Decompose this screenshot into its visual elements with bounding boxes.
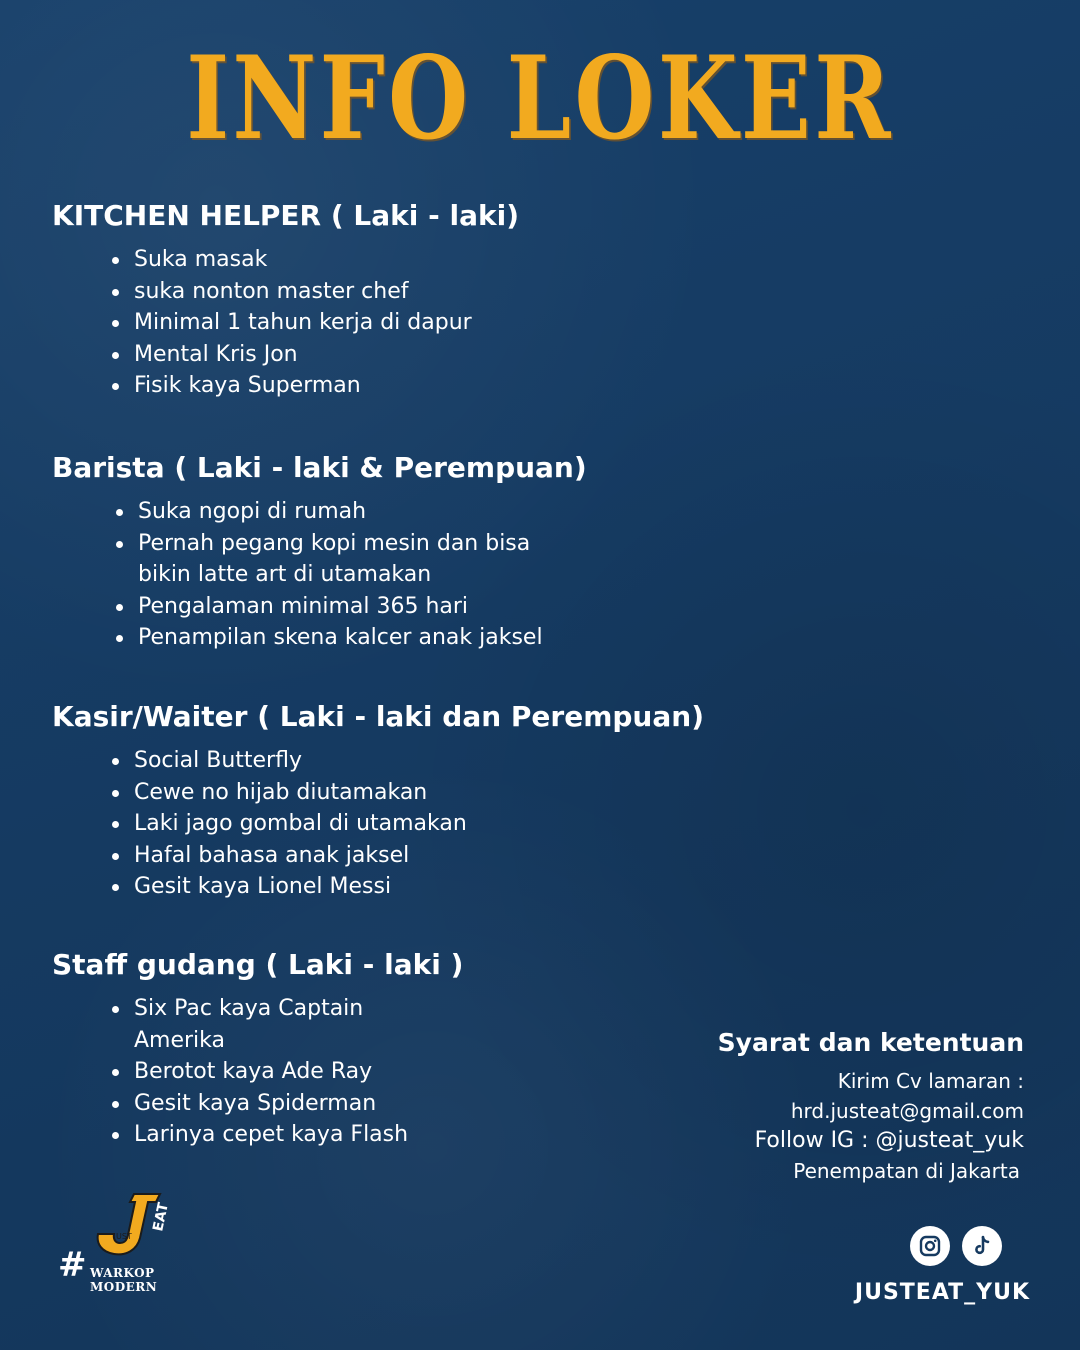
terms-email: hrd.justeat@gmail.com [790, 1099, 1024, 1123]
terms-location: Penempatan di Jakarta [793, 1159, 1020, 1183]
list-item: Suka ngopi di rumah [108, 496, 587, 528]
terms-title: Syarat dan ketentuan [717, 1028, 1024, 1057]
social-block [830, 1226, 1030, 1305]
list-item: Pengalaman minimal 365 hari [108, 591, 587, 623]
job-title: Kasir/Waiter ( Laki - laki dan Perempuan) [52, 700, 704, 733]
tiktok-icon[interactable] [962, 1226, 1002, 1266]
job-section-kitchen-helper [52, 198, 519, 402]
list-item: Pernah pegang kopi mesin dan bisa bikin latte art di utamakan [108, 528, 558, 591]
social-icons [830, 1226, 1002, 1266]
list-item: Laki jago gombal di utamakan [104, 808, 704, 840]
terms-instagram: Follow IG : @justeat_yuk [754, 1128, 1024, 1153]
terms-line: Kirim Cv lamaran : [837, 1069, 1024, 1093]
svg-text:UST: UST [116, 1232, 132, 1241]
requirement-list [104, 993, 463, 1151]
svg-text:EAT: EAT [150, 1201, 172, 1233]
list-item: Berotot kaya Ade Ray [104, 1056, 424, 1088]
list-item: Six Pac kaya Captain Amerika [104, 993, 384, 1056]
hashtag-icon: # [58, 1245, 87, 1285]
poster-title: INFO LOKER [186, 31, 894, 166]
requirement-list [108, 496, 587, 654]
list-item: Penampilan skena kalcer anak jaksel [108, 622, 587, 654]
list-item: suka nonton master chef [104, 276, 519, 308]
list-item: Mental Kris Jon [104, 339, 519, 371]
list-item: Minimal 1 tahun kerja di dapur [104, 307, 519, 339]
list-item: Hafal bahasa anak jaksel [104, 840, 704, 872]
list-item: Fisik kaya Superman [104, 370, 519, 402]
instagram-icon[interactable] [910, 1226, 950, 1266]
job-title: Barista ( Laki - laki & Perempuan) [52, 451, 587, 484]
job-title: KITCHEN HELPER ( Laki - laki) [52, 199, 519, 232]
social-handle: JUSTEAT_YUK [854, 1280, 1030, 1305]
list-item: Social Butterfly [104, 745, 704, 777]
job-section-barista [52, 450, 587, 654]
list-item: Larinya cepet kaya Flash [104, 1119, 424, 1151]
terms-block [664, 1026, 1024, 1186]
brand-logo [56, 1188, 206, 1294]
list-item: Cewe no hijab diutamakan [104, 777, 704, 809]
job-section-kasir-waiter [52, 699, 704, 903]
job-section-staff-gudang [52, 947, 463, 1151]
list-item: Gesit kaya Spiderman [104, 1088, 424, 1120]
logo-tagline: WARKOP MODERN [90, 1266, 158, 1294]
requirement-list [104, 244, 519, 402]
job-title: Staff gudang ( Laki - laki ) [52, 948, 464, 981]
list-item: Gesit kaya Lionel Messi [104, 871, 704, 903]
list-item: Suka masak [104, 244, 519, 276]
requirement-list [104, 745, 704, 903]
